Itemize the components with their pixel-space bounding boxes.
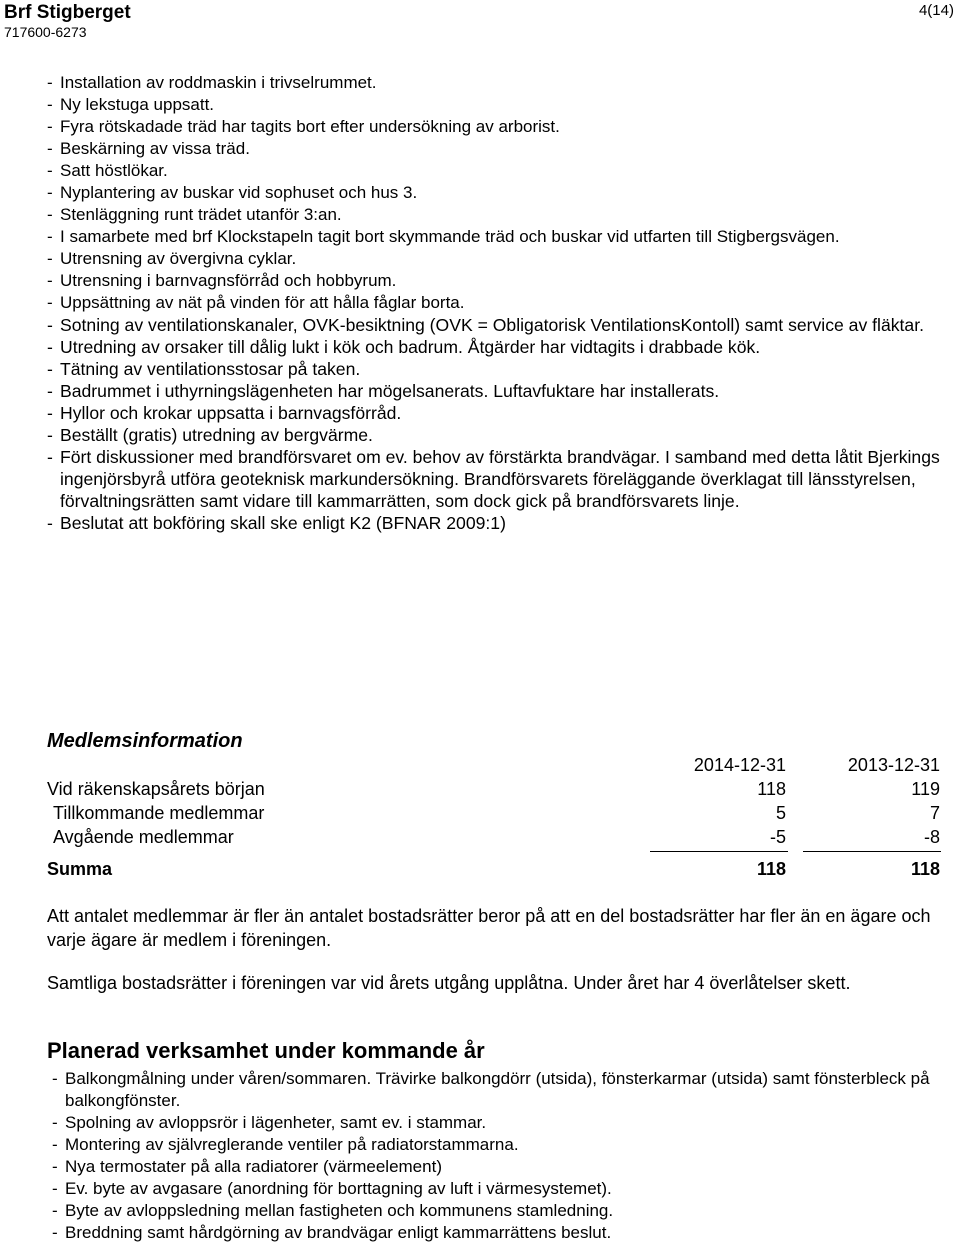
list-item: - Ny lekstuga uppsatt.	[47, 94, 957, 116]
table-row	[47, 801, 944, 825]
organization-name: Brf Stigberget	[4, 2, 131, 23]
list-item: - Uppsättning av nät på vinden för att hålla fåglar borta.	[47, 292, 957, 314]
sum-rule-2013	[803, 851, 941, 852]
row-label: Tillkommande medlemmar	[53, 803, 265, 823]
row-label: Vid räkenskapsårets början	[47, 779, 265, 799]
members-section-title: Medlemsinformation	[47, 730, 243, 752]
list-item: - Balkongmålning under våren/sommaren. Trävirke balkongdörr (utsida), fönsterkarmar (utsida) samt fönsterbleck på balkongfönster.	[52, 1068, 952, 1112]
list-item: - Utredning av orsaker till dålig lukt i kök och badrum. Åtgärder har vidtagits i drabbade kök.	[47, 336, 957, 358]
list-item: - Beställt (gratis) utredning av bergvärme.	[47, 424, 957, 446]
list-item: - Satt höstlökar.	[47, 160, 957, 182]
list-item: - I samarbete med brf Klockstapeln tagit bort skymmande träd och buskar vid utfarten till Stigbergsvägen.	[47, 226, 957, 248]
list-item: - Utrensning av övergivna cyklar.	[47, 248, 957, 270]
planned-list	[52, 1068, 952, 1244]
list-item: - Sotning av ventilationskanaler, OVK-besiktning (OVK = Obligatorisk VentilationsKontoll) samt service av fläktar.	[47, 314, 957, 336]
sum-value-2013: 118	[910, 859, 940, 879]
sum-label: Summa	[47, 859, 113, 879]
members-note-transfers: Samtliga bostadsrätter i föreningen var vid årets utgång upplåtna. Under året har 4 överlåtelser skett.	[47, 973, 851, 993]
list-item: - Hyllor och krokar uppsatta i barnvagsförråd.	[47, 402, 957, 424]
row-value-2014: -5	[769, 827, 786, 847]
sum-rule-2014	[650, 851, 788, 852]
list-item: - Beskärning av vissa träd.	[47, 138, 957, 160]
list-item: - Tätning av ventilationsstosar på taken.	[47, 358, 957, 380]
table-row	[47, 825, 944, 849]
column-header-2013: 2013-12-31	[847, 755, 940, 775]
list-item: - Ev. byte av avgasare (anordning för borttagning av luft i värmesystemet).	[52, 1178, 952, 1200]
list-item: - Breddning samt hårdgörning av brandvägar enligt kammarrättens beslut.	[52, 1222, 952, 1244]
events-list	[47, 72, 957, 534]
list-item: - Stenläggning runt trädet utanför 3:an.	[47, 204, 957, 226]
row-label: Avgående medlemmar	[53, 827, 234, 847]
members-note-owners: Att antalet medlemmar är fler än antalet bostadsrätter beror på att en del bostadsrätter har fler än en ägare och varje ägare är medlem i föreningen.	[47, 906, 931, 950]
page-number: 4(14)	[918, 2, 954, 19]
table-header-row	[47, 753, 944, 777]
table-row	[47, 777, 944, 801]
sum-value-2014: 118	[756, 859, 786, 879]
row-value-2014: 5	[775, 803, 786, 823]
organization-number: 717600-6273	[4, 24, 87, 40]
list-item: - Montering av självreglerande ventiler på radiatorstammarna.	[52, 1134, 952, 1156]
list-item: - Beslutat att bokföring skall ske enligt K2 (BFNAR 2009:1)	[47, 512, 957, 534]
members-table	[47, 753, 944, 881]
row-value-2013: 119	[911, 779, 940, 799]
list-item: - Spolning av avloppsrör i lägenheter, samt ev. i stammar.	[52, 1112, 952, 1134]
list-item: - Fyra rötskadade träd har tagits bort efter undersökning av arborist.	[47, 116, 957, 138]
list-item: - Nya termostater på alla radiatorer (värmeelement)	[52, 1156, 952, 1178]
row-value-2014: 118	[757, 779, 786, 799]
list-item: - Fört diskussioner med brandförsvaret om ev. behov av förstärkta brandvägar. I samband med detta låtit Bjerkings ingenjörsbyrå utföra geoteknisk markundersökning. Brandförsvarets föreläggande överklagat till länsstyrelsen, förvaltningsrätten samt vidare till kammarrätten, som dock gick på brandförsvarets linje.	[47, 446, 957, 512]
sum-row	[47, 857, 944, 881]
row-value-2013: 7	[929, 803, 940, 823]
list-item: - Utrensning i barnvagnsförråd och hobbyrum.	[47, 270, 957, 292]
list-item: - Badrummet i uthyrningslägenheten har mögelsanerats. Luftavfuktare har installerats.	[47, 380, 957, 402]
planned-section-title: Planerad verksamhet under kommande år	[47, 1038, 485, 1063]
list-item: - Byte av avloppsledning mellan fastigheten och kommunens stamledning.	[52, 1200, 952, 1222]
column-header-2014: 2014-12-31	[693, 755, 786, 775]
list-item: - Nyplantering av buskar vid sophuset och hus 3.	[47, 182, 957, 204]
list-item: - Installation av roddmaskin i trivselrummet.	[47, 72, 957, 94]
row-value-2013: -8	[923, 827, 940, 847]
